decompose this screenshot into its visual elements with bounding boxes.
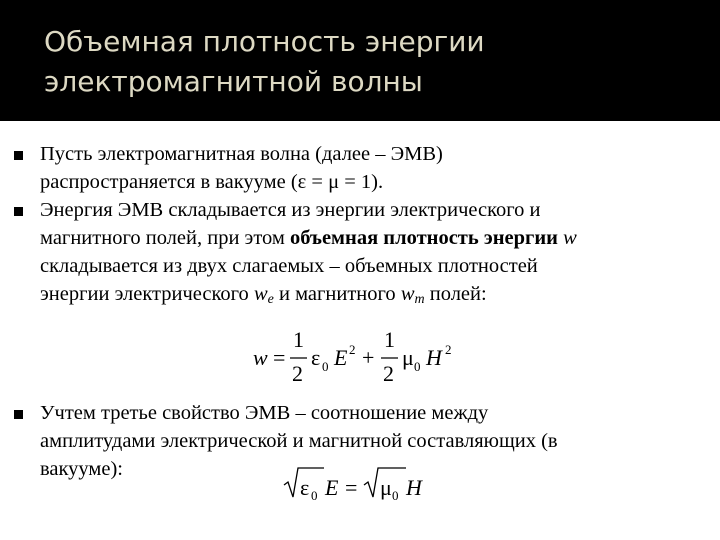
bullet-2-line-4-mid: и магнитного [273,283,401,305]
bullet-2-line-4-end: полей: [424,283,487,305]
formula2-epsilon: ε [300,475,310,500]
bullet-2-line-1: Энергия ЭМВ складывается из энергии электрического и [40,199,541,221]
bullet-2-line-3: складывается из двух слагаемых – объемных плотностей [40,255,538,277]
bullet-1-line-2: распространяется в вакууме (ε = μ = 1). [40,171,384,193]
energy-density-formula [245,325,475,389]
bullet-3-line-2: амплитудами электрической и магнитной составляющих (в [40,430,558,452]
formula1-numerator-2: 1 [384,327,395,352]
formula1-numerator-1: 1 [293,327,304,352]
bullet-3-line-1: Учтем третье свойство ЭМВ – соотношение между [40,402,489,424]
formula1-E-power: 2 [349,342,356,357]
formula1-E: E [334,345,348,370]
formula2-mu-sub: 0 [392,488,399,503]
formula2-H: H [406,475,422,500]
formula1-denominator-2: 2 [383,361,394,386]
bullet-2-line-4-start: энергии электрического [40,283,254,305]
bullet-2-var-we: w [253,283,268,305]
bullet-2-line-2-start: магнитного полей, при этом [40,227,290,249]
bullet-2-sub-e: e [267,292,274,307]
bullet-2-var-w: w [563,227,577,249]
formula1-epsilon: ε [311,345,321,370]
formula2-E: E [325,475,339,500]
bullet-1-line-1: Пусть электромагнитная волна (далее – ЭМВ) [40,143,443,165]
formula2-epsilon-sub: 0 [311,488,318,503]
bullet-marker-2 [14,207,23,216]
formula1-mu: μ [402,345,414,370]
formula1-equals: = [273,345,286,370]
formula1-denominator-1: 2 [292,361,303,386]
bullet-2-bold-term: объемная плотность энергии [290,227,558,249]
formula2-mu: μ [380,475,392,500]
formula1-H: H [426,345,442,370]
bullet-marker-1 [14,151,23,160]
bullet-3-line-3: вакууме): [40,458,124,480]
formula2-equals: = [345,475,358,500]
slide-title [44,22,485,102]
formula1-plus: + [362,345,375,370]
bullet-marker-3 [14,410,23,419]
formula1-w: w [253,345,268,370]
formula1-H-power: 2 [445,342,452,357]
bullet-2-sub-m: m [414,292,425,307]
bullet-2-var-wm: w [400,283,415,305]
title-divider [0,118,720,121]
bullet-paragraph-2 [40,196,700,314]
slide-title-line-1: Объемная плотность энергии [44,25,485,58]
formula1-epsilon-sub: 0 [322,359,329,374]
amplitude-relation-formula [282,464,432,504]
bullet-paragraph-1 [40,140,700,196]
formula1-mu-sub: 0 [414,359,421,374]
slide-title-line-2: электромагнитной волны [44,65,423,98]
